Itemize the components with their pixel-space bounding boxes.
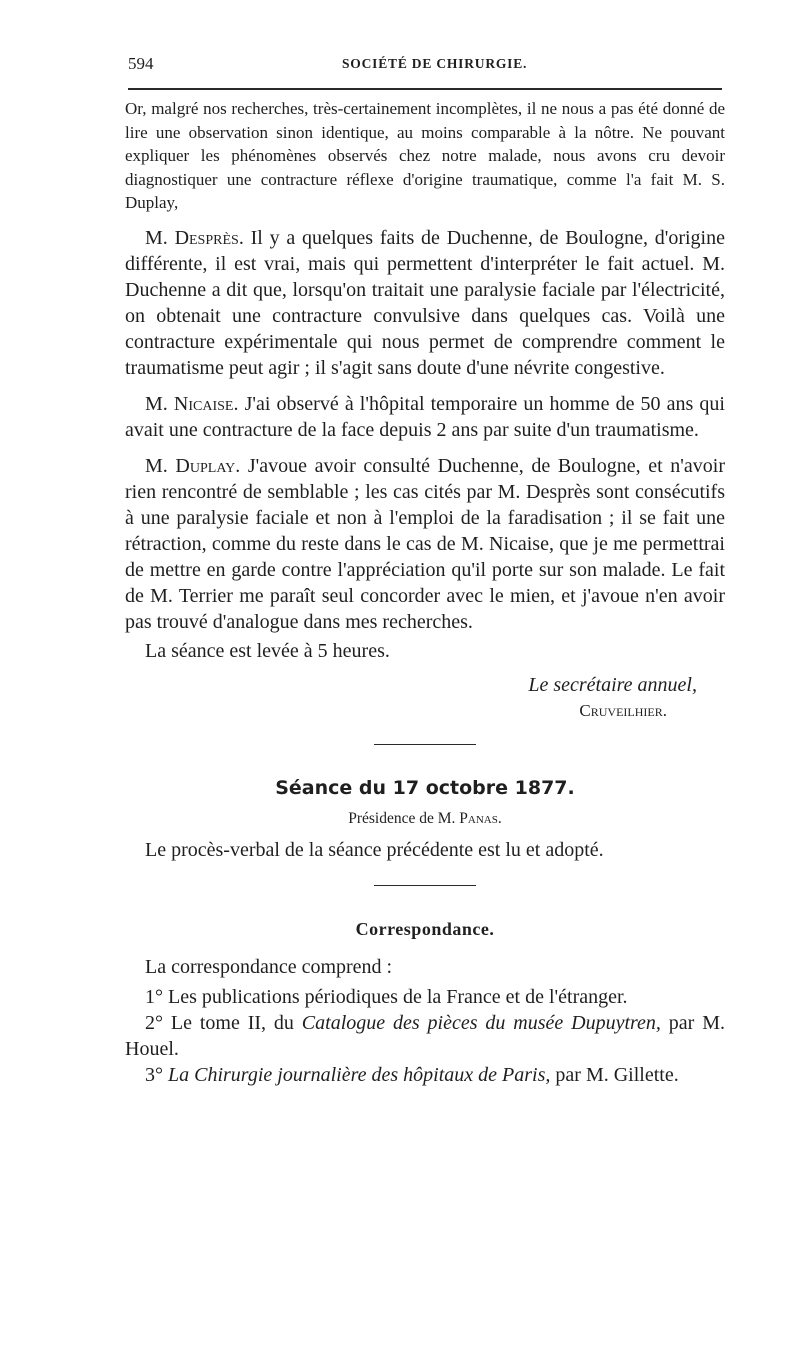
speaker-name-nicaise: Nicaise bbox=[173, 392, 234, 415]
page-header bbox=[128, 54, 722, 78]
paragraph-duplay bbox=[125, 453, 725, 635]
page-body bbox=[125, 97, 725, 1088]
presidence-prefix: Présidence de M. bbox=[348, 809, 460, 827]
session-title: Séance du 17 octobre 1877. bbox=[275, 776, 575, 799]
correspondance-title: Correspondance. bbox=[355, 918, 495, 939]
signature-name: Cruveilhier. bbox=[579, 700, 667, 720]
minutes-line: Le procès-verbal de la séance précédente est lu et adopté. bbox=[145, 838, 604, 861]
closing-line: La séance est levée à 5 heures. bbox=[145, 639, 390, 662]
correspondance-item-3: 3° La Chirurgie journalière des hôpitaux de Paris, par M. Gillette. bbox=[145, 1063, 679, 1086]
paragraph-observation: Or, malgré nos recherches, très-certainement incomplètes, il ne nous a pas été donné de lire une observation sinon identique, au moins comparable à la nôtre. Ne pouvant expliquer les phénomènes observés chez notre malade, nous avons cru devoir diagnostiquer une contracture réflexe d'origine traumatique, comme l'a fait M. S. Duplay, bbox=[125, 99, 725, 212]
paragraph-despres bbox=[125, 225, 725, 381]
correspondance-item-2: 2° Le tome II, du Catalogue des pièces du musée Dupuytren, par M. Houel. bbox=[125, 1011, 725, 1060]
president-name: Panas. bbox=[459, 809, 502, 827]
speaker-prefix: M. bbox=[145, 226, 175, 249]
speech-duplay: . J'avoue avoir consulté Duchenne, de Boulogne, et n'avoir rien rencontré de semblable ; les cas cités par M. Desprès sont consécutifs à une paralysie faciale et non à l'emploi de la faradisation ; il se fait une rétraction, comme du reste dans le cas de M. Nicaise, que je me permettrai de mettre en garde contre l'appréciation qu'il porte sur son malade. Le fait de M. Terrier me paraît seul concorder avec le mien, et j'avoue n'en avoir pas trouvé d'analogue dans mes recherches. bbox=[125, 454, 725, 633]
paragraph-nicaise bbox=[125, 391, 725, 443]
speech-nicaise: . J'ai observé à l'hôpital temporaire un homme de 50 ans qui avait une contracture de la face depuis 2 ans par suite d'un traumatisme. bbox=[125, 392, 725, 441]
speech-despres: . Il y a quelques faits de Duchenne, de Boulogne, d'origine différente, il est vrai, mais qui permettent d'interpréter le fait actuel. M. Duchenne a dit que, lorsqu'on traitait une paralysie faciale par l'électricité, on obtenait une contracture convulsive dans quelques cas. Voilà une contracture expérimentale qui nous permet de comprendre comment le traumatisme peut agir ; il s'agit sans doute d'une névrite congestive. bbox=[125, 226, 725, 379]
speaker-prefix: M. bbox=[145, 392, 174, 415]
signature-role: Le secrétaire annuel, bbox=[528, 673, 697, 696]
correspondance-intro: La correspondance comprend : bbox=[145, 955, 393, 978]
page-number: 594 bbox=[128, 54, 154, 73]
correspondance-item-1: 1° Les publications périodiques de la France et de l'étranger. bbox=[145, 985, 628, 1008]
speaker-name-despres: Desprès bbox=[174, 226, 239, 249]
presidence-line bbox=[125, 807, 725, 831]
chirurgie-title: La Chirurgie journalière des hôpitaux de Paris, bbox=[168, 1063, 551, 1086]
catalogue-title: Catalogue des pièces du musée Dupuytren, bbox=[301, 1011, 661, 1034]
speaker-prefix: M. bbox=[145, 454, 176, 477]
header-rule bbox=[128, 88, 722, 90]
running-title: SOCIÉTÉ DE CHIRURGIE. bbox=[342, 56, 528, 71]
speaker-name-duplay: Duplay bbox=[175, 454, 236, 477]
